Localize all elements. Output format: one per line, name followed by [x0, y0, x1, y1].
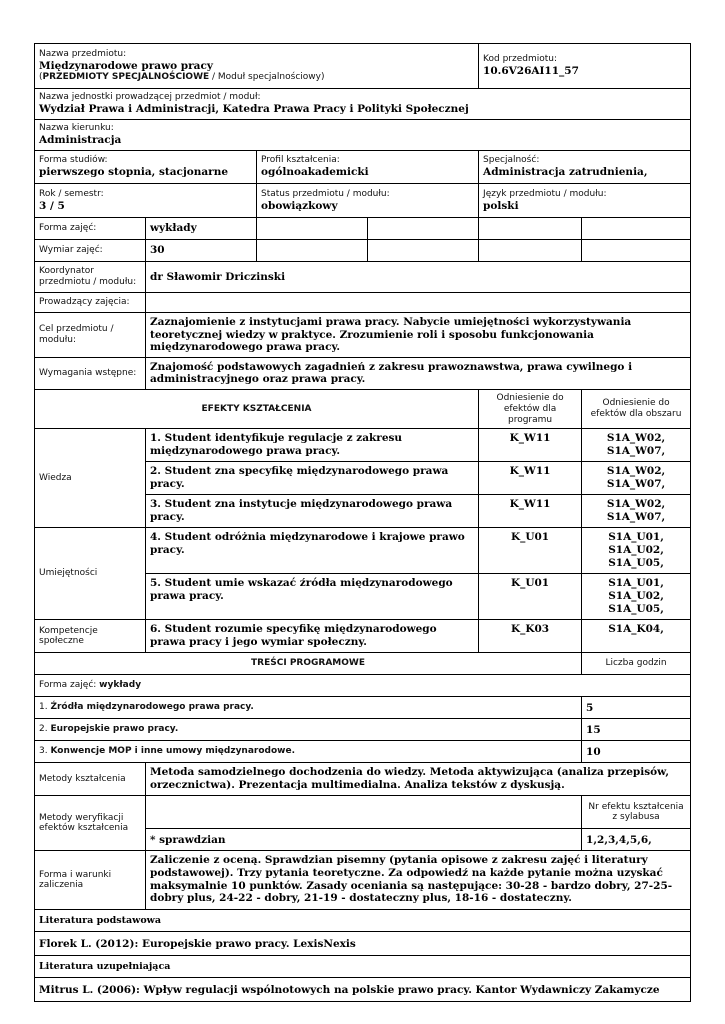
form-label: Forma studiów:	[39, 155, 108, 166]
profile-value: ogólnoakademicki	[261, 166, 369, 179]
teaching-methods-label: Metody kształcenia	[35, 763, 146, 796]
basic-literature-item: Florek L. (2012): Europejskie prawo pracy. LexisNexis	[35, 932, 691, 956]
profile-cell	[257, 151, 479, 184]
outcome-program-ref: K_W11	[479, 429, 582, 462]
subject-cell	[35, 44, 479, 89]
extra-literature-header: Literatura uzupełniająca	[35, 956, 691, 978]
verification-refs: 1,2,3,4,5,6,	[582, 829, 691, 851]
outcome-area-ref: S1A_K04,	[582, 620, 691, 653]
year-value: 3 / 5	[39, 199, 65, 212]
empty-cell	[257, 240, 368, 262]
outcomes-col-program: Odniesienie do efektów dla programu	[479, 389, 582, 428]
extra-literature-row	[35, 978, 691, 1002]
subject-group-open: (	[39, 72, 43, 83]
status-label: Status przedmiotu / modułu:	[261, 188, 390, 199]
outcome-area-ref: S1A_U01, S1A_U02, S1A_U05,	[582, 528, 691, 574]
coordinator-label: Koordynator przedmiotu / modułu:	[35, 262, 146, 293]
program-form-label: Forma zajęć:	[39, 680, 100, 691]
unit-label: Nazwa jednostki prowadzącej przedmiot / moduł:	[39, 92, 261, 103]
goal-value: Zaznajomienie z instytucjami prawa pracy. Nabycie umiejętności wykorzystywania teoretycznej wiedzy w praktyce. Zrozumienie roli i sposobu funkcjonowania międzynarodowego prawa pracy.	[146, 313, 691, 358]
field-value: Administracja	[39, 134, 122, 147]
field-cell	[35, 120, 691, 151]
code-label: Kod przedmiotu:	[483, 54, 558, 65]
year-cell	[35, 184, 257, 218]
field-row	[35, 120, 691, 151]
outcome-text: 1. Student identyfikuje regulacje z zakresu międzynarodowego prawa pracy.	[146, 429, 479, 462]
pass-conditions-value: Zaliczenie z oceną. Sprawdzian pisemny (pytania opisowe z zakresu zajęć i literatury podstawowej). Trzy pytania teoretyczne. Za odpowiedź na każde pytanie można uzyskać maksymalnie 10 punktów. Zasady oceniania są następujące: 30-28 - bardzo dobry, 27-25- dobry plus, 24-22 - dobry, 21-19 - dostateczny plus, 18-16 - dostateczny.	[146, 851, 691, 910]
basic-literature-header-row	[35, 910, 691, 932]
outcome-area-ref: S1A_W02, S1A_W07,	[582, 495, 691, 528]
topic-hours: 5	[582, 697, 691, 719]
outcome-area-ref: S1A_W02, S1A_W07,	[582, 429, 691, 462]
topic-number: 3.	[39, 746, 51, 757]
status-cell	[257, 184, 479, 218]
requirements-value: Znajomość podstawowych zagadnień z zakresu prawoznawstwa, prawa cywilnego i administracyjnego oraz prawa pracy.	[146, 357, 691, 389]
outcome-text: 5. Student umie wskazać źródła międzynarodowego prawa pracy.	[146, 574, 479, 620]
pass-conditions-label: Forma i warunki zaliczenia	[35, 851, 146, 910]
hours-row	[35, 240, 691, 262]
outcomes-col-area: Odniesienie do efektów dla obszaru	[582, 389, 691, 428]
basic-literature-header: Literatura podstawowa	[35, 910, 691, 932]
form-cell	[35, 151, 257, 184]
empty-cell	[582, 218, 691, 240]
outcome-row	[35, 429, 691, 462]
empty-cell	[146, 796, 582, 829]
outcome-group-name: Kompetencje społeczne	[35, 620, 146, 653]
outcomes-header: EFEKTY KSZTAŁCENIA	[35, 389, 479, 428]
code-cell	[479, 44, 691, 89]
outcome-program-ref: K_W11	[479, 495, 582, 528]
basic-literature-row	[35, 932, 691, 956]
outcome-program-ref: K_U01	[479, 574, 582, 620]
topic-hours: 10	[582, 741, 691, 763]
topic-cell	[35, 719, 582, 741]
syllabus-page	[34, 43, 690, 1002]
outcome-text: 4. Student odróżnia międzynarodowe i krajowe prawo pracy.	[146, 528, 479, 574]
program-form-value: wykłady	[99, 680, 142, 691]
spec-value: Administracja zatrudnienia,	[483, 166, 648, 179]
outcome-group-name: Umiejętności	[35, 528, 146, 620]
topic-number: 1.	[39, 702, 51, 713]
lang-value: polski	[483, 199, 519, 212]
coordinator-row	[35, 262, 691, 293]
extra-literature-header-row	[35, 956, 691, 978]
outcome-area-ref: S1A_U01, S1A_U02, S1A_U05,	[582, 574, 691, 620]
requirements-label: Wymagania wstępne:	[35, 357, 146, 389]
program-form-row	[35, 675, 691, 697]
topic-row	[35, 697, 691, 719]
syllabus-table	[34, 43, 691, 1002]
status-value: obowiązkowy	[261, 199, 338, 212]
program-form-cell	[35, 675, 691, 697]
subject-label: Nazwa przedmiotu:	[39, 48, 127, 59]
lecturers-row	[35, 293, 691, 313]
form-value: pierwszego stopnia, stacjonarne	[39, 166, 229, 179]
outcome-group-name: Wiedza	[35, 429, 146, 528]
topic-hours: 15	[582, 719, 691, 741]
unit-cell	[35, 89, 691, 120]
class-form-value: wykłady	[146, 218, 257, 240]
outcome-text: 6. Student rozumie specyfikę międzynarodowego prawa pracy i jego wymiar społeczny.	[146, 620, 479, 653]
extra-literature-item: Mitrus L. (2006): Wpływ regulacji wspólnotowych na polskie prawo pracy. Kantor Wydawniczy Zakamycze	[35, 978, 691, 1002]
topic-title: Europejskie prawo pracy.	[50, 724, 179, 735]
lecturers-value	[146, 293, 691, 313]
code-value: 10.6V26AI11_57	[483, 65, 579, 78]
outcome-text: 2. Student zna specyfikę międzynarodowego prawa pracy.	[146, 462, 479, 495]
subject-name: Międzynarodowe prawo pracy	[39, 59, 213, 72]
teaching-methods-row	[35, 763, 691, 796]
subject-group-rest: / Moduł specjalnościowy)	[209, 72, 325, 83]
empty-cell	[368, 218, 479, 240]
subject-row	[35, 44, 691, 89]
topic-cell	[35, 741, 582, 763]
topic-title: Źródła międzynarodowego prawa pracy.	[50, 702, 254, 713]
topic-row	[35, 719, 691, 741]
form-row	[35, 151, 691, 184]
unit-row	[35, 89, 691, 120]
program-header-row	[35, 653, 691, 675]
class-form-label: Forma zajęć:	[35, 218, 146, 240]
teaching-methods-value: Metoda samodzielnego dochodzenia do wiedzy. Metoda aktywizująca (analiza przepisów, orzecznictwa). Prezentacja multimedialna. Analiza tekstów z dyskusją.	[146, 763, 691, 796]
outcome-program-ref: K_W11	[479, 462, 582, 495]
goal-row	[35, 313, 691, 358]
empty-cell	[368, 240, 479, 262]
requirements-row	[35, 357, 691, 389]
outcome-row	[35, 528, 691, 574]
empty-cell	[257, 218, 368, 240]
verification-label: Metody weryfikacji efektów kształcenia	[35, 796, 146, 851]
field-label: Nazwa kierunku:	[39, 123, 114, 134]
spec-label: Specjalność:	[483, 155, 540, 166]
topic-row	[35, 741, 691, 763]
topic-title: Konwencje MOP i inne umowy międzynarodowe.	[50, 746, 295, 757]
year-label: Rok / semestr:	[39, 188, 104, 199]
empty-cell	[479, 218, 582, 240]
verification-header-row	[35, 796, 691, 829]
topic-number: 2.	[39, 724, 51, 735]
unit-value: Wydział Prawa i Administracji, Katedra Prawa Pracy i Polityki Społecznej	[39, 103, 469, 116]
class-form-row	[35, 218, 691, 240]
outcome-program-ref: K_U01	[479, 528, 582, 574]
lang-cell	[479, 184, 691, 218]
profile-label: Profil kształcenia:	[261, 155, 340, 166]
year-row	[35, 184, 691, 218]
empty-cell	[582, 240, 691, 262]
hours-value: 30	[146, 240, 257, 262]
topic-cell	[35, 697, 582, 719]
verification-item: * sprawdzian	[146, 829, 582, 851]
outcome-text: 3. Student zna instytucje międzynarodowego prawa pracy.	[146, 495, 479, 528]
empty-cell	[479, 240, 582, 262]
hours-label: Wymiar zajęć:	[35, 240, 146, 262]
verification-col-header: Nr efektu kształcenia z sylabusa	[582, 796, 691, 829]
subject-group: PRZEDMIOTY SPECJALNOŚCIOWE	[42, 72, 210, 83]
outcomes-header-row	[35, 389, 691, 428]
program-header: TREŚCI PROGRAMOWE	[35, 653, 582, 675]
pass-conditions-row	[35, 851, 691, 910]
coordinator-value: dr Sławomir Driczinski	[146, 262, 691, 293]
lecturers-label: Prowadzący zajęcia:	[35, 293, 146, 313]
goal-label: Cel przedmiotu / modułu:	[35, 313, 146, 358]
outcome-area-ref: S1A_W02, S1A_W07,	[582, 462, 691, 495]
outcome-program-ref: K_K03	[479, 620, 582, 653]
program-hours-header: Liczba godzin	[582, 653, 691, 675]
lang-label: Język przedmiotu / modułu:	[483, 188, 607, 199]
spec-cell	[479, 151, 691, 184]
outcome-row	[35, 620, 691, 653]
